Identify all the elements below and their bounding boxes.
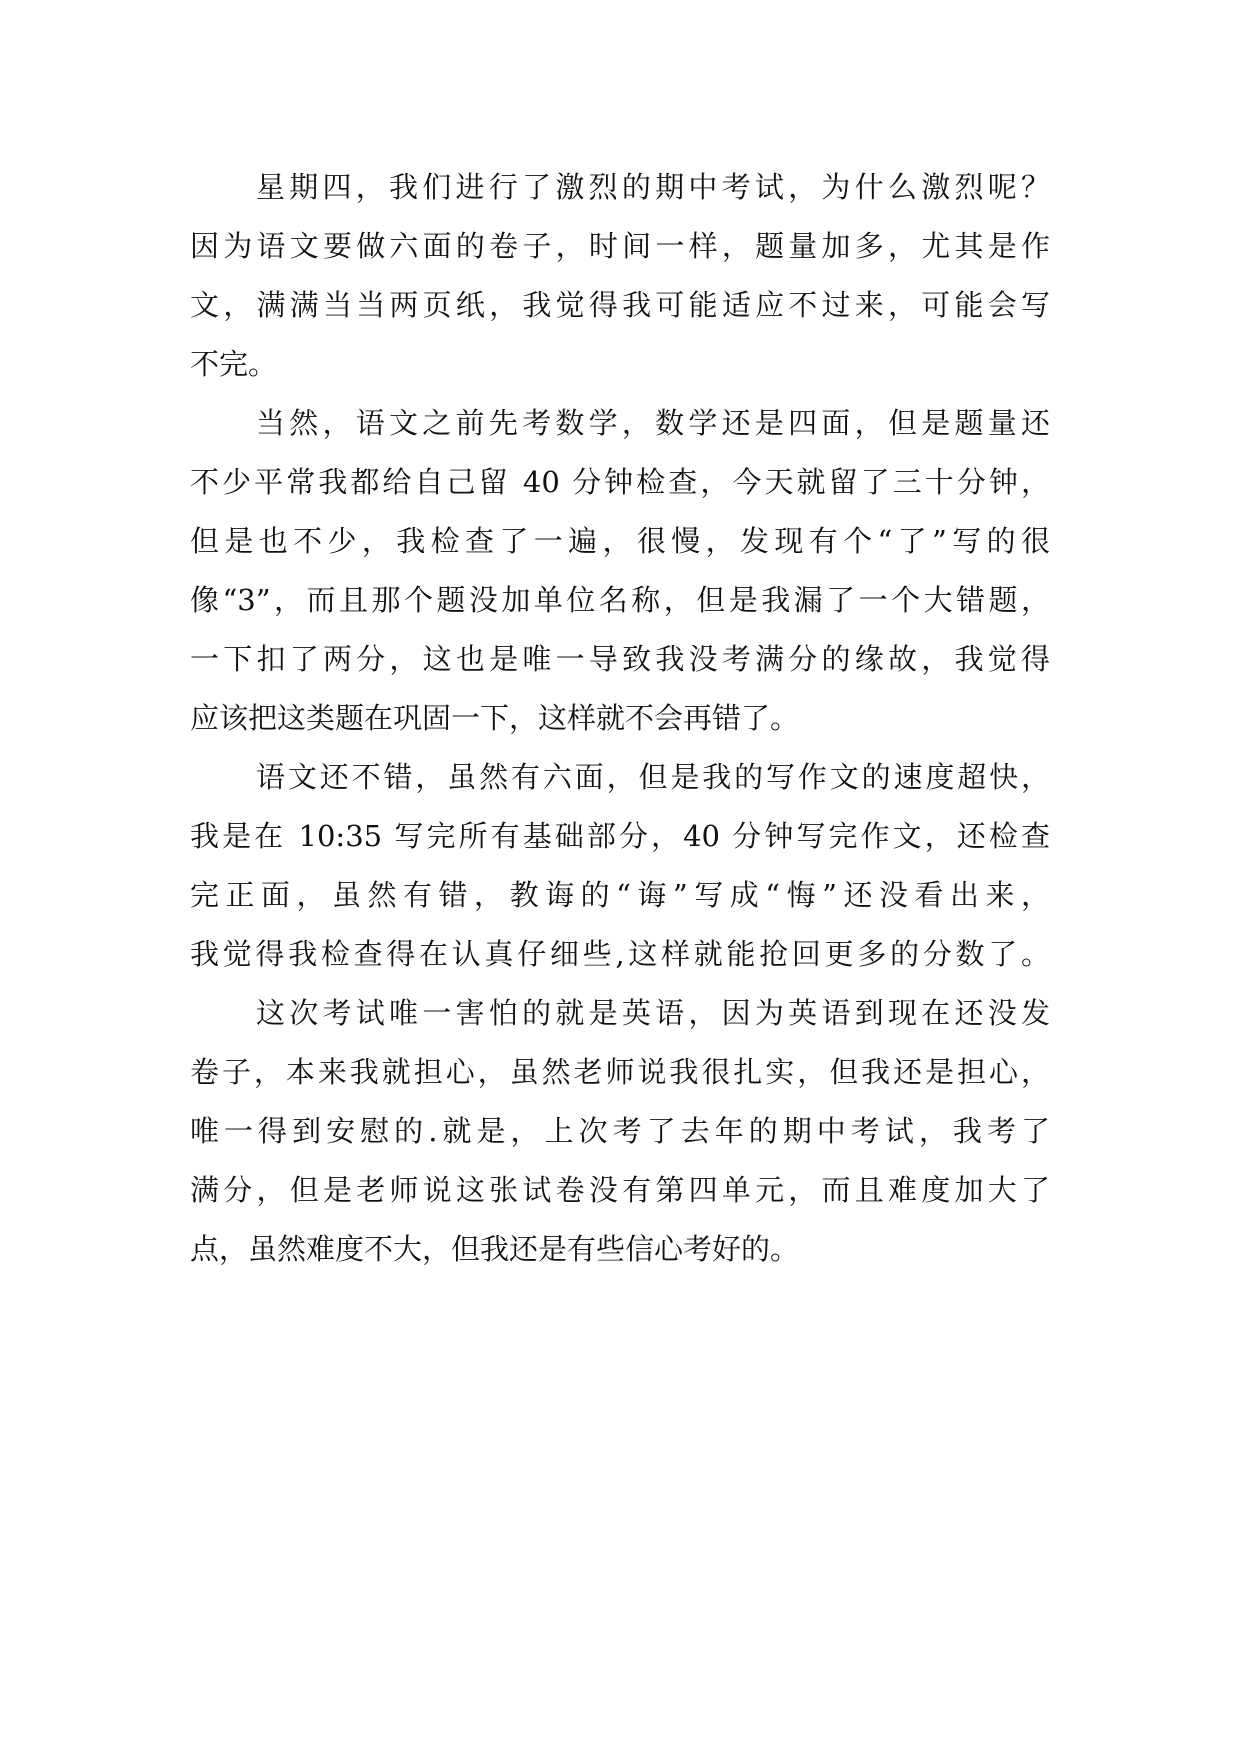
text-line: 不少平常我都给自己留 40 分钟检查，今天就留了三十分钟，	[190, 465, 1050, 499]
text-line: 我觉得我检查得在认真仔细些,这样就能抢回更多的分数了。	[190, 937, 1050, 971]
text-line: 但是也不少，我检查了一遍，很慢，发现有个“了”写的很	[190, 524, 1050, 558]
text-line: 像“3”，而且那个题没加单位名称，但是我漏了一个大错题，	[190, 583, 1050, 617]
text-line: 不完。	[190, 347, 278, 381]
paragraph-3	[190, 748, 1050, 984]
text-line: 这次考试唯一害怕的就是英语，因为英语到现在还没发	[256, 996, 1050, 1030]
text-line: 卷子，本来我就担心，虽然老师说我很扎实，但我还是担心，	[190, 1055, 1050, 1089]
text-line: 因为语文要做六面的卷子，时间一样，题量加多，尤其是作	[190, 229, 1050, 263]
text-line: 点，虽然难度不大，但我还是有些信心考好的。	[190, 1232, 800, 1266]
text-line: 星期四，我们进行了激烈的期中考试，为什么激烈呢？	[256, 170, 1050, 204]
paragraph-4	[190, 984, 1050, 1279]
text-line: 完正面，虽然有错，教诲的“诲”写成“悔”还没看出来，	[190, 878, 1050, 912]
text-line: 我是在 10:35 写完所有基础部分，40 分钟写完作文，还检查	[190, 819, 1050, 853]
text-line: 应该把这类题在巩固一下，这样就不会再错了。	[190, 701, 800, 735]
text-line: 唯一得到安慰的.就是，上次考了去年的期中考试，我考了	[190, 1114, 1050, 1148]
text-line: 语文还不错，虽然有六面，但是我的写作文的速度超快，	[256, 760, 1050, 794]
text-line: 文，满满当当两页纸，我觉得我可能适应不过来，可能会写	[190, 288, 1050, 322]
document-body	[190, 158, 1050, 1279]
paragraph-1	[190, 158, 1050, 394]
paragraph-2	[190, 394, 1050, 748]
text-line: 当然，语文之前先考数学，数学还是四面，但是题量还	[256, 406, 1050, 440]
text-line: 一下扣了两分，这也是唯一导致我没考满分的缘故，我觉得	[190, 642, 1050, 676]
text-line: 满分，但是老师说这张试卷没有第四单元，而且难度加大了	[190, 1173, 1050, 1207]
